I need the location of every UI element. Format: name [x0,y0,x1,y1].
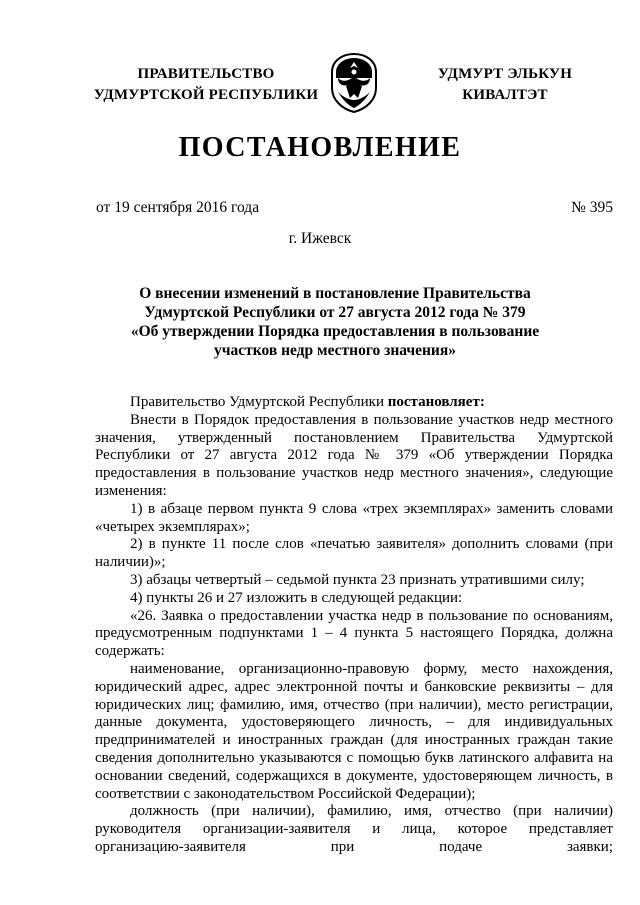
body-intro-bold: постановляет: [387,394,485,410]
body-paragraph: 3) абзацы четвертый – седьмой пункта 23 признать утратившими силу; [130,571,585,588]
header-left-line2: УДМУРТСКОЙ РЕСПУБЛИКИ [93,87,319,103]
subject-line: О внесении изменений в постановление Правительства [139,285,531,302]
body-intro-text: Правительство Удмуртской Республики [130,394,388,410]
subject-line: Удмуртской Республики от 27 августа 2012 года № 379 [144,304,526,321]
coat-of-arms-icon [328,52,380,114]
body-paragraph: «26. Заявка о предоставлении участка недр в пользование по основаниям, предусмотренным подпунктами 1 – 4 пункта 5 настоящего Порядка, должна содержать: [95,607,613,660]
document-date: от 19 сентября 2016 года [96,199,260,216]
header-left [86,64,326,106]
document-subject [120,284,550,360]
body-paragraph: должность (при наличии), фамилию, имя, отчество (при наличии) руководителя организации-заявителя и лица, которое представляет организацию-заявителя при подаче заявки; [95,803,613,855]
body-paragraph: 1) в абзаце первом пункта 9 слова «трех экземплярах» заменить словами «четырех экземплярах»; [95,500,613,535]
document-city: г. Ижевск [288,230,352,247]
header-right-line2: КИВАЛТЭТ [462,87,548,103]
header-right-line1: УДМУРТ ЭЛЬКУН [437,66,573,82]
body-paragraph: наименование, организационно-правовую форму, место нахождения, юридический адрес, адрес электронной почты и банковские реквизиты – для юридических лиц; фамилию, имя, отчество (при наличии), место регистрации, данные документа, удостоверяющего личность, – для индивидуальных предпринимателей и иностранных граждан (для иностранных граждан такие сведения дополнительно указываются с помощью букв латинского алфавита на основании сведений, содержащихся в документе, удостоверяющем личность, в соответствии с законодательством Российской Федерации); [95,660,613,802]
subject-line: участков недр местного значения» [214,342,456,359]
document-title: ПОСТАНОВЛЕНИЕ [178,132,462,163]
subject-line: «Об утверждении Порядка предоставления в пользование [130,323,540,340]
document-number: № 395 [571,199,613,216]
header-right [430,64,580,106]
header-left-line1: ПРАВИТЕЛЬСТВО [137,66,275,82]
body-paragraph [95,394,613,412]
body-paragraph: 4) пункты 26 и 27 изложить в следующей редакции: [130,589,463,606]
body-paragraph: Внести в Порядок предоставления в пользование участков недр местного значения, утвержденный постановлением Правительства Удмуртской Республики от 27 августа 2012 года № 379 «Об утверждении Порядка предоставления в пользование участков недр местного значения», следующие изменения: [95,411,613,499]
document-body [95,394,613,857]
body-paragraph: 2) в пункте 11 после слов «печатью заявителя» дополнить словами (при наличии)»; [95,536,613,571]
